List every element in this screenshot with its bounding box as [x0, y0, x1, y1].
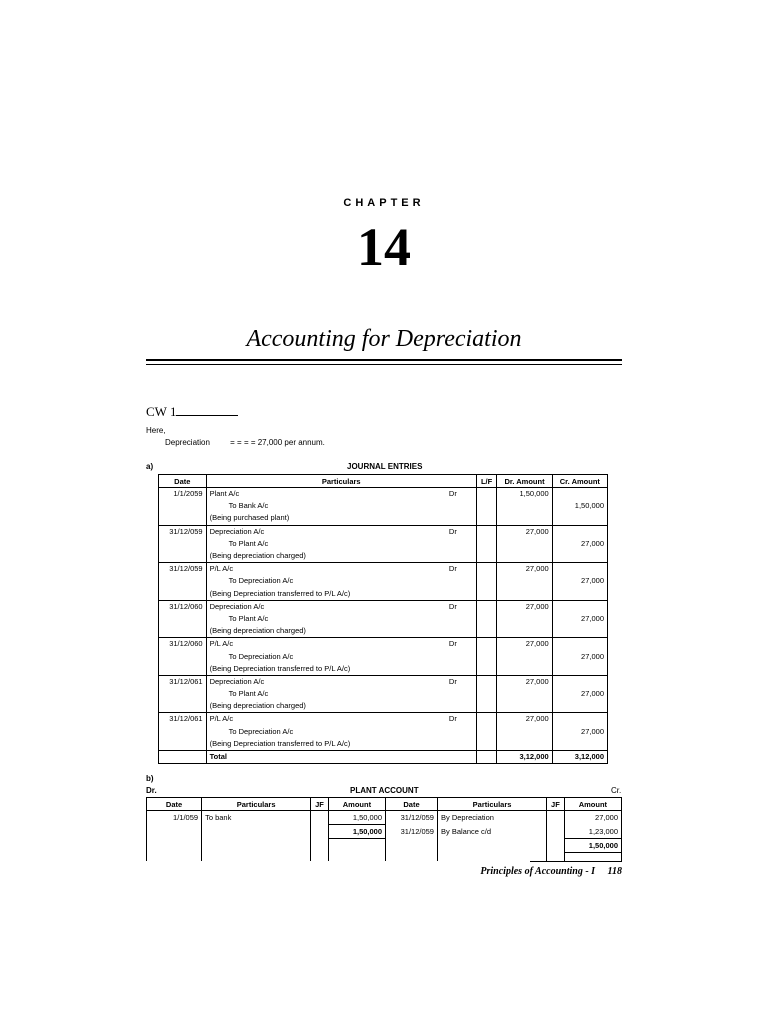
journal-narration: (Being purchased plant) — [206, 512, 476, 525]
journal-dr-amount: 27,000 — [497, 563, 552, 576]
ledger-empty-cell — [202, 853, 311, 862]
depreciation-value: = = = = 27,000 per annum. — [230, 438, 325, 447]
journal-credit-account: To Plant A/c — [206, 688, 476, 700]
journal-lf — [476, 675, 497, 688]
journal-cr-amount-empty — [552, 625, 607, 638]
journal-dr-tag: Dr — [448, 676, 457, 686]
journal-date-empty — [159, 575, 207, 587]
cw-label: CW 1 — [146, 404, 177, 419]
journal-lf — [476, 663, 497, 676]
journal-debit-account: P/L A/c — [209, 564, 234, 574]
journal-debit-particulars — [206, 600, 476, 613]
journal-credit-account: To Depreciation A/c — [206, 650, 476, 662]
journal-date: 31/12/061 — [159, 675, 207, 688]
ledger-empty-cell — [311, 839, 329, 853]
journal-date-empty — [159, 512, 207, 525]
journal-lf — [476, 488, 497, 501]
journal-entry-row — [159, 600, 608, 613]
ledger-header-date-dr: Date — [147, 798, 202, 811]
ledger-empty-cell — [311, 825, 329, 839]
ledger-empty-cell — [147, 853, 202, 862]
journal-lf — [476, 613, 497, 625]
journal-cr-amount: 1,50,000 — [552, 500, 607, 512]
journal-dr-amount-empty — [497, 512, 552, 525]
journal-date-empty — [159, 550, 207, 563]
journal-lf — [476, 575, 497, 587]
journal-narration: (Being Depreciation transferred to P/L A/c) — [206, 588, 476, 601]
ledger-header-amount-cr: Amount — [564, 798, 621, 811]
journal-lf — [476, 650, 497, 662]
journal-credit-account: To Depreciation A/c — [206, 575, 476, 587]
journal-cr-amount-empty — [552, 638, 607, 651]
journal-date-empty — [159, 700, 207, 713]
ledger-empty-cell — [564, 853, 621, 862]
journal-date-empty — [159, 500, 207, 512]
ledger-cr-date: 31/12/059 — [386, 825, 438, 839]
journal-dr-tag: Dr — [448, 564, 457, 574]
ledger-cr-jf — [547, 825, 565, 839]
journal-cr-amount: 27,000 — [552, 650, 607, 662]
page-number: 118 — [607, 866, 622, 877]
ledger-empty-cell — [202, 839, 311, 853]
journal-entry-row — [159, 625, 608, 638]
journal-cr-amount: 27,000 — [552, 726, 607, 738]
ledger-cr-amount: 1,23,000 — [564, 825, 621, 839]
journal-header-lf: L/F — [476, 475, 497, 488]
journal-header-date: Date — [159, 475, 207, 488]
journal-narration: (Being depreciation charged) — [206, 700, 476, 713]
journal-entry-row — [159, 638, 608, 651]
journal-lf — [476, 738, 497, 751]
journal-date: 31/12/059 — [159, 563, 207, 576]
journal-dr-amount-empty — [497, 650, 552, 662]
ledger-empty-cell — [547, 853, 565, 862]
journal-entry-row — [159, 613, 608, 625]
journal-total-label: Total — [206, 750, 476, 763]
journal-debit-particulars — [206, 563, 476, 576]
journal-date-empty — [159, 663, 207, 676]
ledger-empty-cell — [437, 853, 546, 862]
page-footer — [460, 866, 622, 877]
journal-narration: (Being Depreciation transferred to P/L A/c) — [206, 663, 476, 676]
ledger-empty-cell — [202, 825, 311, 839]
journal-entry-row — [159, 588, 608, 601]
journal-cr-amount-empty — [552, 738, 607, 751]
journal-date-empty — [159, 726, 207, 738]
plant-account-title: PLANT ACCOUNT — [350, 786, 419, 795]
journal-dr-amount-empty — [497, 588, 552, 601]
ledger-dr-jf — [311, 811, 329, 825]
footer-rule — [530, 861, 622, 862]
journal-cr-amount-empty — [552, 713, 607, 726]
journal-dr-amount-empty — [497, 613, 552, 625]
section-a-label: a) — [146, 462, 154, 471]
journal-dr-tag: Dr — [448, 601, 457, 611]
ledger-header-particulars-cr: Particulars — [437, 798, 546, 811]
journal-narration: (Being depreciation charged) — [206, 550, 476, 563]
journal-entry-row — [159, 738, 608, 751]
ledger-dr-date: 1/1/059 — [147, 811, 202, 825]
journal-debit-account: Depreciation A/c — [209, 526, 265, 536]
footer-book-title: Principles of Accounting - I — [480, 866, 596, 877]
ledger-cr-particulars: By Balance c/d — [437, 825, 546, 839]
depreciation-label: Depreciation — [165, 438, 210, 447]
journal-cr-amount: 27,000 — [552, 613, 607, 625]
journal-dr-tag: Dr — [448, 639, 457, 649]
journal-lf — [476, 525, 497, 538]
ledger-cr-particulars: By Depreciation — [437, 811, 546, 825]
ledger-row — [147, 825, 622, 839]
journal-entry-row — [159, 688, 608, 700]
journal-dr-amount-empty — [497, 688, 552, 700]
journal-entry-row — [159, 538, 608, 550]
journal-header-cr: Cr. Amount — [552, 475, 607, 488]
journal-cr-amount-empty — [552, 512, 607, 525]
journal-entry-row — [159, 650, 608, 662]
ledger-empty-cell — [311, 853, 329, 862]
journal-dr-amount-empty — [497, 625, 552, 638]
chapter-number: 14 — [357, 217, 411, 277]
journal-dr-tag: Dr — [448, 526, 457, 536]
journal-lf — [476, 700, 497, 713]
ledger-header-jf-dr: JF — [311, 798, 329, 811]
journal-date-empty — [159, 750, 207, 763]
cw-heading — [146, 404, 238, 420]
ledger-empty-cell — [147, 839, 202, 853]
journal-dr-amount-empty — [497, 538, 552, 550]
journal-cr-amount-empty — [552, 550, 607, 563]
journal-narration: (Being Depreciation transferred to P/L A/c) — [206, 738, 476, 751]
journal-narration: (Being depreciation charged) — [206, 625, 476, 638]
journal-debit-particulars — [206, 675, 476, 688]
journal-entry-row — [159, 512, 608, 525]
ledger-empty-cell — [547, 839, 565, 853]
journal-debit-account: Plant A/c — [209, 489, 240, 499]
journal-lf — [476, 512, 497, 525]
journal-debit-account: Depreciation A/c — [209, 601, 265, 611]
journal-date: 31/12/061 — [159, 713, 207, 726]
journal-cr-amount-empty — [552, 663, 607, 676]
journal-cr-amount-empty — [552, 700, 607, 713]
journal-credit-account: To Depreciation A/c — [206, 726, 476, 738]
journal-header-particulars: Particulars — [206, 475, 476, 488]
journal-dr-tag: Dr — [448, 714, 457, 724]
journal-entry-row — [159, 525, 608, 538]
journal-debit-account: P/L A/c — [209, 714, 234, 724]
ledger-total-credit: 1,50,000 — [564, 839, 621, 853]
journal-lf — [476, 500, 497, 512]
journal-credit-account: To Bank A/c — [206, 500, 476, 512]
journal-lf — [476, 750, 497, 763]
journal-cr-amount-empty — [552, 600, 607, 613]
journal-total-dr: 3,12,000 — [497, 750, 552, 763]
journal-dr-amount-empty — [497, 726, 552, 738]
journal-debit-particulars — [206, 713, 476, 726]
journal-entry-row — [159, 726, 608, 738]
journal-cr-amount-empty — [552, 675, 607, 688]
journal-body — [159, 488, 608, 764]
journal-lf — [476, 550, 497, 563]
cr-label: Cr. — [611, 786, 622, 795]
journal-cr-amount-empty — [552, 588, 607, 601]
journal-entry-row — [159, 675, 608, 688]
journal-entry-row — [159, 700, 608, 713]
journal-dr-amount-empty — [497, 738, 552, 751]
journal-entry-row — [159, 575, 608, 587]
journal-date-empty — [159, 650, 207, 662]
journal-date-empty — [159, 688, 207, 700]
ledger-cr-jf — [547, 811, 565, 825]
ledger-header-particulars-dr: Particulars — [202, 798, 311, 811]
title-rule-thick — [146, 359, 622, 361]
cw-blank-line — [176, 404, 238, 416]
journal-lf — [476, 625, 497, 638]
journal-lf — [476, 538, 497, 550]
journal-header-row — [159, 475, 608, 488]
ledger-empty-cell — [386, 853, 438, 862]
plant-account-table — [146, 797, 622, 861]
ledger-empty-cell — [437, 839, 546, 853]
journal-title: JOURNAL ENTRIES — [347, 462, 423, 471]
journal-total-cr: 3,12,000 — [552, 750, 607, 763]
journal-entry-row — [159, 488, 608, 501]
journal-date: 31/12/059 — [159, 525, 207, 538]
ledger-dr-amount: 1,50,000 — [328, 811, 385, 825]
dr-label: Dr. — [146, 786, 157, 795]
journal-cr-amount-empty — [552, 525, 607, 538]
journal-debit-particulars — [206, 525, 476, 538]
ledger-row — [147, 811, 622, 825]
ledger-header-row — [147, 798, 622, 811]
journal-debit-account: P/L A/c — [209, 639, 234, 649]
ledger-row — [147, 853, 622, 862]
journal-cr-amount-empty — [552, 563, 607, 576]
ledger-empty-cell — [147, 825, 202, 839]
journal-entry-row — [159, 663, 608, 676]
journal-dr-amount: 27,000 — [497, 713, 552, 726]
journal-date: 1/1/2059 — [159, 488, 207, 501]
journal-date: 31/12/060 — [159, 600, 207, 613]
journal-credit-account: To Plant A/c — [206, 613, 476, 625]
journal-cr-amount: 27,000 — [552, 575, 607, 587]
journal-debit-particulars — [206, 638, 476, 651]
journal-dr-amount-empty — [497, 575, 552, 587]
ledger-row — [147, 839, 622, 853]
ledger-dr-particulars: To bank — [202, 811, 311, 825]
depreciation-line — [165, 438, 325, 447]
journal-table — [158, 474, 608, 764]
journal-dr-amount-empty — [497, 700, 552, 713]
journal-dr-tag: Dr — [448, 489, 457, 499]
journal-date-empty — [159, 738, 207, 751]
journal-dr-amount: 1,50,000 — [497, 488, 552, 501]
journal-lf — [476, 563, 497, 576]
journal-date-empty — [159, 538, 207, 550]
journal-lf — [476, 688, 497, 700]
ledger-cr-amount: 27,000 — [564, 811, 621, 825]
journal-entry-row — [159, 563, 608, 576]
journal-dr-amount: 27,000 — [497, 600, 552, 613]
journal-dr-amount-empty — [497, 500, 552, 512]
journal-debit-particulars — [206, 488, 476, 501]
journal-entry-row — [159, 550, 608, 563]
journal-date-empty — [159, 588, 207, 601]
section-b-label: b) — [146, 774, 154, 783]
ledger-cr-date: 31/12/059 — [386, 811, 438, 825]
ledger-empty-cell — [328, 853, 385, 862]
journal-cr-amount-empty — [552, 488, 607, 501]
ledger-empty-cell — [386, 839, 438, 853]
journal-credit-account: To Plant A/c — [206, 538, 476, 550]
journal-lf — [476, 588, 497, 601]
journal-date-empty — [159, 625, 207, 638]
ledger-total-debit: 1,50,000 — [328, 825, 385, 839]
ledger-header-date-cr: Date — [386, 798, 438, 811]
journal-lf — [476, 713, 497, 726]
journal-dr-amount-empty — [497, 663, 552, 676]
journal-dr-amount: 27,000 — [497, 525, 552, 538]
ledger-header-jf-cr: JF — [547, 798, 565, 811]
chapter-label: CHAPTER — [343, 197, 425, 209]
journal-dr-amount-empty — [497, 550, 552, 563]
journal-entry-row — [159, 713, 608, 726]
journal-lf — [476, 638, 497, 651]
journal-cr-amount: 27,000 — [552, 688, 607, 700]
journal-cr-amount: 27,000 — [552, 538, 607, 550]
journal-date-empty — [159, 613, 207, 625]
journal-dr-amount: 27,000 — [497, 675, 552, 688]
journal-header-dr: Dr. Amount — [497, 475, 552, 488]
chapter-title: Accounting for Depreciation — [246, 326, 522, 352]
journal-entry-row — [159, 500, 608, 512]
journal-date: 31/12/060 — [159, 638, 207, 651]
journal-lf — [476, 726, 497, 738]
journal-debit-account: Depreciation A/c — [209, 676, 265, 686]
journal-lf — [476, 600, 497, 613]
ledger-empty-cell — [328, 839, 385, 853]
journal-total-row — [159, 750, 608, 763]
ledger-header-amount-dr: Amount — [328, 798, 385, 811]
title-rule-thin — [146, 364, 622, 365]
here-text: Here, — [146, 426, 166, 435]
journal-dr-amount: 27,000 — [497, 638, 552, 651]
